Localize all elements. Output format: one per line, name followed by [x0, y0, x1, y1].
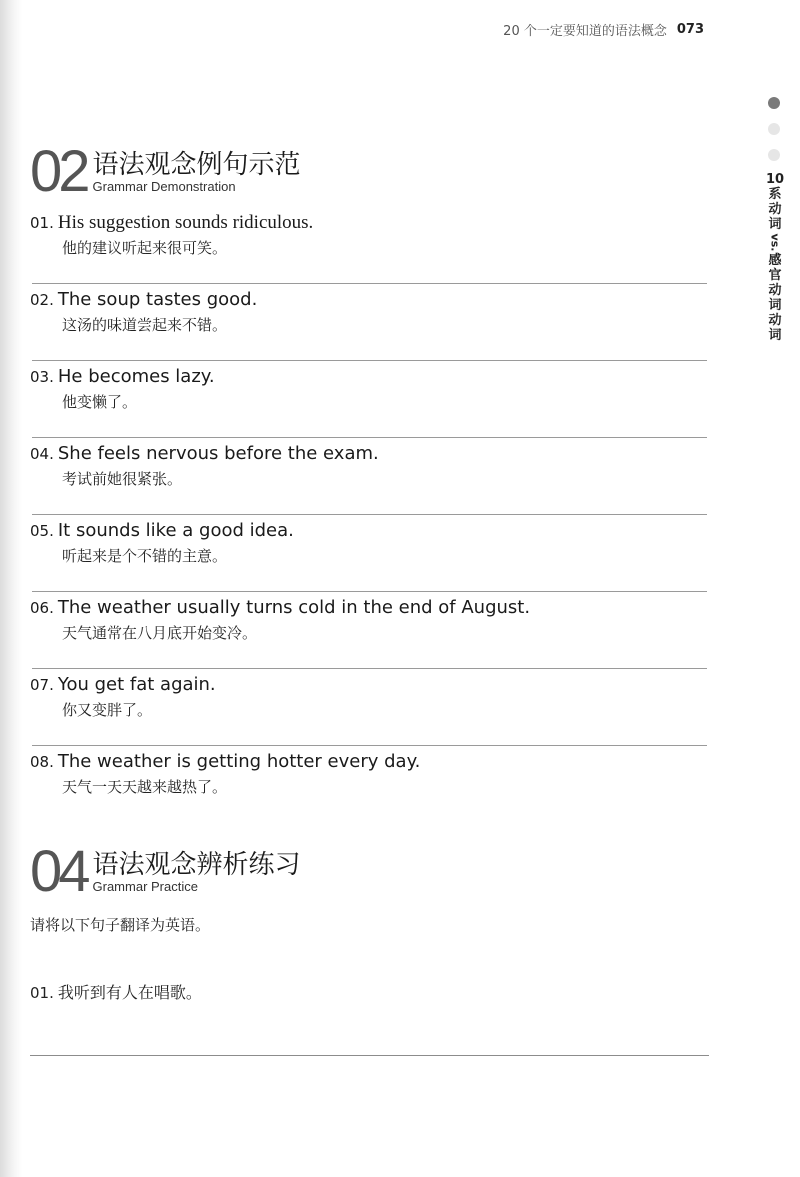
- section-title-cn: 语法观念辨析练习: [92, 850, 301, 880]
- example-chinese: 考试前她很紧张。: [62, 470, 183, 488]
- side-tab-char: 动: [768, 283, 782, 298]
- question-number: 01.: [30, 984, 54, 1002]
- divider: [32, 283, 707, 284]
- example-item: [30, 674, 707, 751]
- section-title-en: Grammar Demonstration: [92, 179, 236, 194]
- example-chinese: 你又变胖了。: [62, 701, 153, 719]
- example-item: [30, 366, 707, 443]
- example-english: The soup tastes good.: [57, 289, 258, 310]
- practice-instruction: 请将以下句子翻译为英语。: [30, 916, 211, 934]
- example-english: His suggestion sounds ridiculous.: [57, 212, 314, 233]
- side-tab-char: 系: [768, 187, 782, 202]
- side-tab-char: 动: [768, 202, 782, 217]
- side-tab-char: 感: [768, 253, 782, 268]
- section-progress-dots: [768, 97, 782, 175]
- divider: [32, 360, 707, 361]
- example-chinese: 他变懒了。: [62, 393, 138, 411]
- example-number: 07.: [30, 676, 54, 694]
- divider: [32, 514, 707, 515]
- answer-line[interactable]: [30, 1055, 709, 1056]
- chapter-side-tab: [764, 172, 786, 343]
- example-item: [30, 751, 707, 828]
- example-item: [30, 520, 707, 597]
- section-heading-demonstration: [30, 139, 301, 204]
- divider: [32, 437, 707, 438]
- side-tab-char: 词: [768, 328, 782, 343]
- example-number: 03.: [30, 368, 54, 386]
- example-number: 06.: [30, 599, 54, 617]
- practice-question: [30, 980, 709, 1003]
- example-chinese: 这汤的味道尝起来不错。: [62, 316, 228, 334]
- example-item: [30, 289, 707, 366]
- section-heading-practice: [30, 839, 301, 904]
- example-english: The weather is getting hotter every day.: [57, 751, 421, 772]
- page-gutter-shadow: [0, 0, 22, 1177]
- divider: [32, 591, 707, 592]
- side-tab-char: 动: [768, 313, 782, 328]
- example-chinese: 天气通常在八月底开始变冷。: [62, 624, 258, 642]
- example-english: The weather usually turns cold in the end of August.: [57, 597, 531, 618]
- side-tab-vs: vs.: [768, 233, 782, 252]
- example-english: You get fat again.: [57, 674, 216, 695]
- example-list: [30, 212, 707, 828]
- question-text: 我听到有人在唱歌。: [57, 983, 202, 1002]
- example-number: 02.: [30, 291, 54, 309]
- example-chinese: 天气一天天越来越热了。: [62, 778, 228, 796]
- example-english: It sounds like a good idea.: [57, 520, 294, 541]
- section-title-cn: 语法观念例句示范: [92, 150, 301, 180]
- side-tab-char: 词: [768, 217, 782, 232]
- example-item: [30, 597, 707, 674]
- progress-dot: [768, 123, 780, 135]
- section-title-en: Grammar Practice: [92, 879, 198, 894]
- divider: [32, 668, 707, 669]
- example-english: She feels nervous before the exam.: [57, 443, 379, 464]
- example-number: 04.: [30, 445, 54, 463]
- section-number: 02: [30, 139, 87, 204]
- example-chinese: 他的建议听起来很可笑。: [62, 239, 228, 257]
- example-number: 05.: [30, 522, 54, 540]
- progress-dot-active: [768, 97, 780, 109]
- example-item: [30, 212, 707, 289]
- example-number: 01.: [30, 214, 54, 232]
- side-tab-char: 词: [768, 298, 782, 313]
- example-chinese: 听起来是个不错的主意。: [62, 547, 228, 565]
- divider: [32, 745, 707, 746]
- running-title: 20 个一定要知道的语法概念: [503, 24, 667, 39]
- chapter-number: 10: [765, 172, 785, 187]
- progress-dot: [768, 149, 780, 161]
- page-number: 073: [676, 22, 704, 37]
- side-tab-char: 官: [768, 268, 782, 283]
- section-number: 04: [30, 839, 87, 904]
- running-header: [503, 20, 704, 39]
- example-number: 08.: [30, 753, 54, 771]
- example-item: [30, 443, 707, 520]
- example-english: He becomes lazy.: [57, 366, 215, 387]
- practice-list: [30, 980, 709, 1056]
